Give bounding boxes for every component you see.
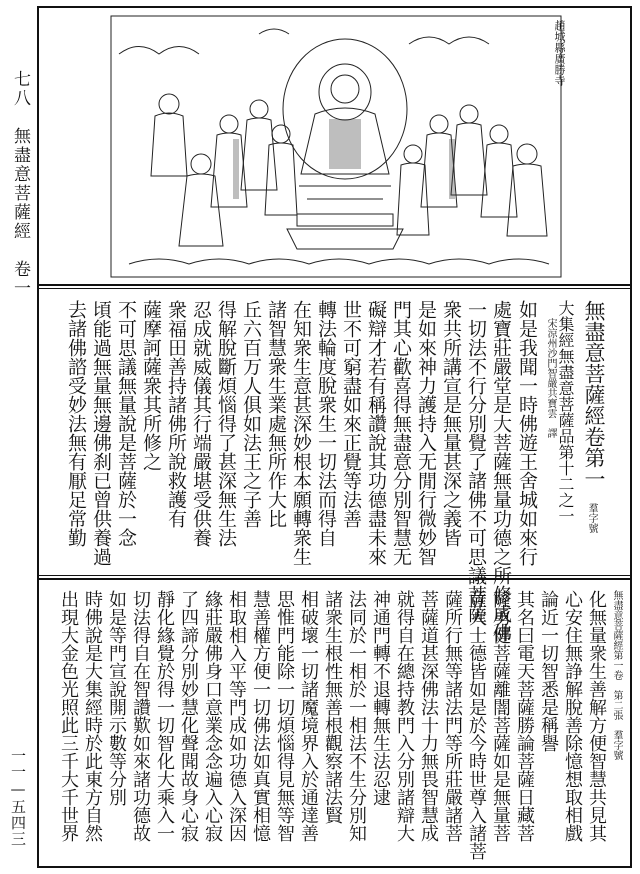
text-line: 化無量衆生善解方便智慧共見其 <box>586 590 607 842</box>
scroll-subtitle: 大集經無盡意菩薩品第十二之一 <box>556 300 575 524</box>
text-line: 門其心歡喜得無盡意分別智慧无 <box>390 300 412 566</box>
text-line: 衆福田善持諸佛所說救護有 <box>165 300 187 528</box>
text-line: 衆共所講宣是無量甚深之義皆 <box>440 300 462 547</box>
scroll-title: 無盡意菩薩經卷第一 <box>582 300 606 489</box>
page-frame <box>37 6 632 868</box>
section-divider <box>39 284 630 286</box>
text-line: 思惟門能除一切煩惱得見無等智 <box>274 590 295 842</box>
text-line: 去諸佛諮受妙法無有厭足常勤 <box>65 300 87 547</box>
text-line: 其名曰電天菩薩勝論菩薩日藏菩 <box>514 590 535 842</box>
text-line: 如是等門宣說開示數等分別 <box>106 590 127 806</box>
text-line: 靜化緣覺於得一切智化大乘入一 <box>154 590 175 842</box>
margin-page-number: 一一—五四三 <box>9 748 27 847</box>
woodblock-illustration <box>109 14 563 279</box>
text-line: 轉法輪度脫衆生一切法而得自 <box>315 300 337 547</box>
text-line: 薩所行無等諸法門等所莊嚴諸菩 <box>442 590 463 842</box>
text-line: 世不可窮盡如來正覺等法善 <box>340 300 362 528</box>
text-line: 心安住無諍解脫善除憶想取相戲 <box>562 590 583 842</box>
text-line: 出現大金色光照此三千大千世界 <box>58 590 79 842</box>
text-line: 薩摩訶薩衆其所修之 <box>140 300 162 471</box>
text-line: 頃能過無量無邊佛刹已曾供養過 <box>90 300 112 566</box>
text-line: 菩薩道甚深佛法十力無畏智慧成 <box>418 590 439 842</box>
text-line: 處寶莊嚴堂是大菩薩無量功德之所修成佛 <box>490 300 512 642</box>
text-line: 在知衆生意甚深妙根本願轉衆生 <box>290 300 312 566</box>
text-line: 諸智慧衆生業處無所作大比 <box>265 300 287 528</box>
margin-running-title: 七八 無盡意菩薩經 卷一 <box>10 70 30 298</box>
text-line: 不可思議無量說是菩薩於一念 <box>115 300 137 547</box>
text-line: 丘六百万人俱如法王之子善 <box>240 300 262 528</box>
section-divider-inner <box>39 288 630 289</box>
text-line: 是如來神力護持入无閒行微妙智 <box>415 300 437 566</box>
text-line: 時佛說是大集經時於此東方自然 <box>82 590 103 842</box>
catalog-mark: 羣字號 <box>586 503 597 533</box>
section-divider <box>39 575 630 576</box>
text-line: 相取相入平等門成如功德入深因 <box>226 590 247 842</box>
section-divider-inner <box>39 578 630 580</box>
text-line: 切法得自在智讚歎如來諸功德故 <box>130 590 151 842</box>
page-margin <box>0 0 36 874</box>
text-line: 諸衆生根性無善根觀察諸法賢 <box>322 590 343 824</box>
illustration-caption: 趙城縣廣勝寺 <box>553 20 566 86</box>
text-line: 得解脫斷煩惱得了甚深無生法 <box>215 300 237 547</box>
block-header: 無盡意菩薩經第一卷 第二張 羣字號 <box>611 590 622 760</box>
text-line: 相破壞一切諸魔境界入於通達善 <box>298 590 319 842</box>
text-line: 薩勇健菩薩離闇菩薩如是無量菩 <box>490 590 511 842</box>
text-line: 緣莊嚴佛身口意業念念遍入心寂 <box>202 590 223 842</box>
text-line: 了四諦分別妙慧化聲聞故身心寂 <box>178 590 199 842</box>
text-line: 如是我聞一時佛遊王舍城如來行 <box>516 300 538 566</box>
text-line: 薩大士德皆如是於今時世尊入諸菩 <box>466 590 487 860</box>
text-line: 法同於一相於一相法不生分別知 <box>346 590 367 842</box>
text-line: 慧善權方便一切佛法如真實相憶 <box>250 590 271 842</box>
text-line: 忍成就威儀其行端嚴堪受供養 <box>190 300 212 547</box>
text-line: 神通門轉不退轉無生法忍逮 <box>370 590 391 806</box>
text-line: 就得自在總持教門入分別諸辯大 <box>394 590 415 842</box>
text-line: 一切法不行分別覺了諸佛不可思議菩薩 <box>465 300 487 623</box>
translator-credit: 宋涼州沙門智嚴共寶雲 譯 <box>545 318 556 438</box>
text-line: 論近一切智悉是稱譽 <box>538 590 559 752</box>
text-line: 礙辯才若有稱讚說其功德盡未來 <box>365 300 387 566</box>
